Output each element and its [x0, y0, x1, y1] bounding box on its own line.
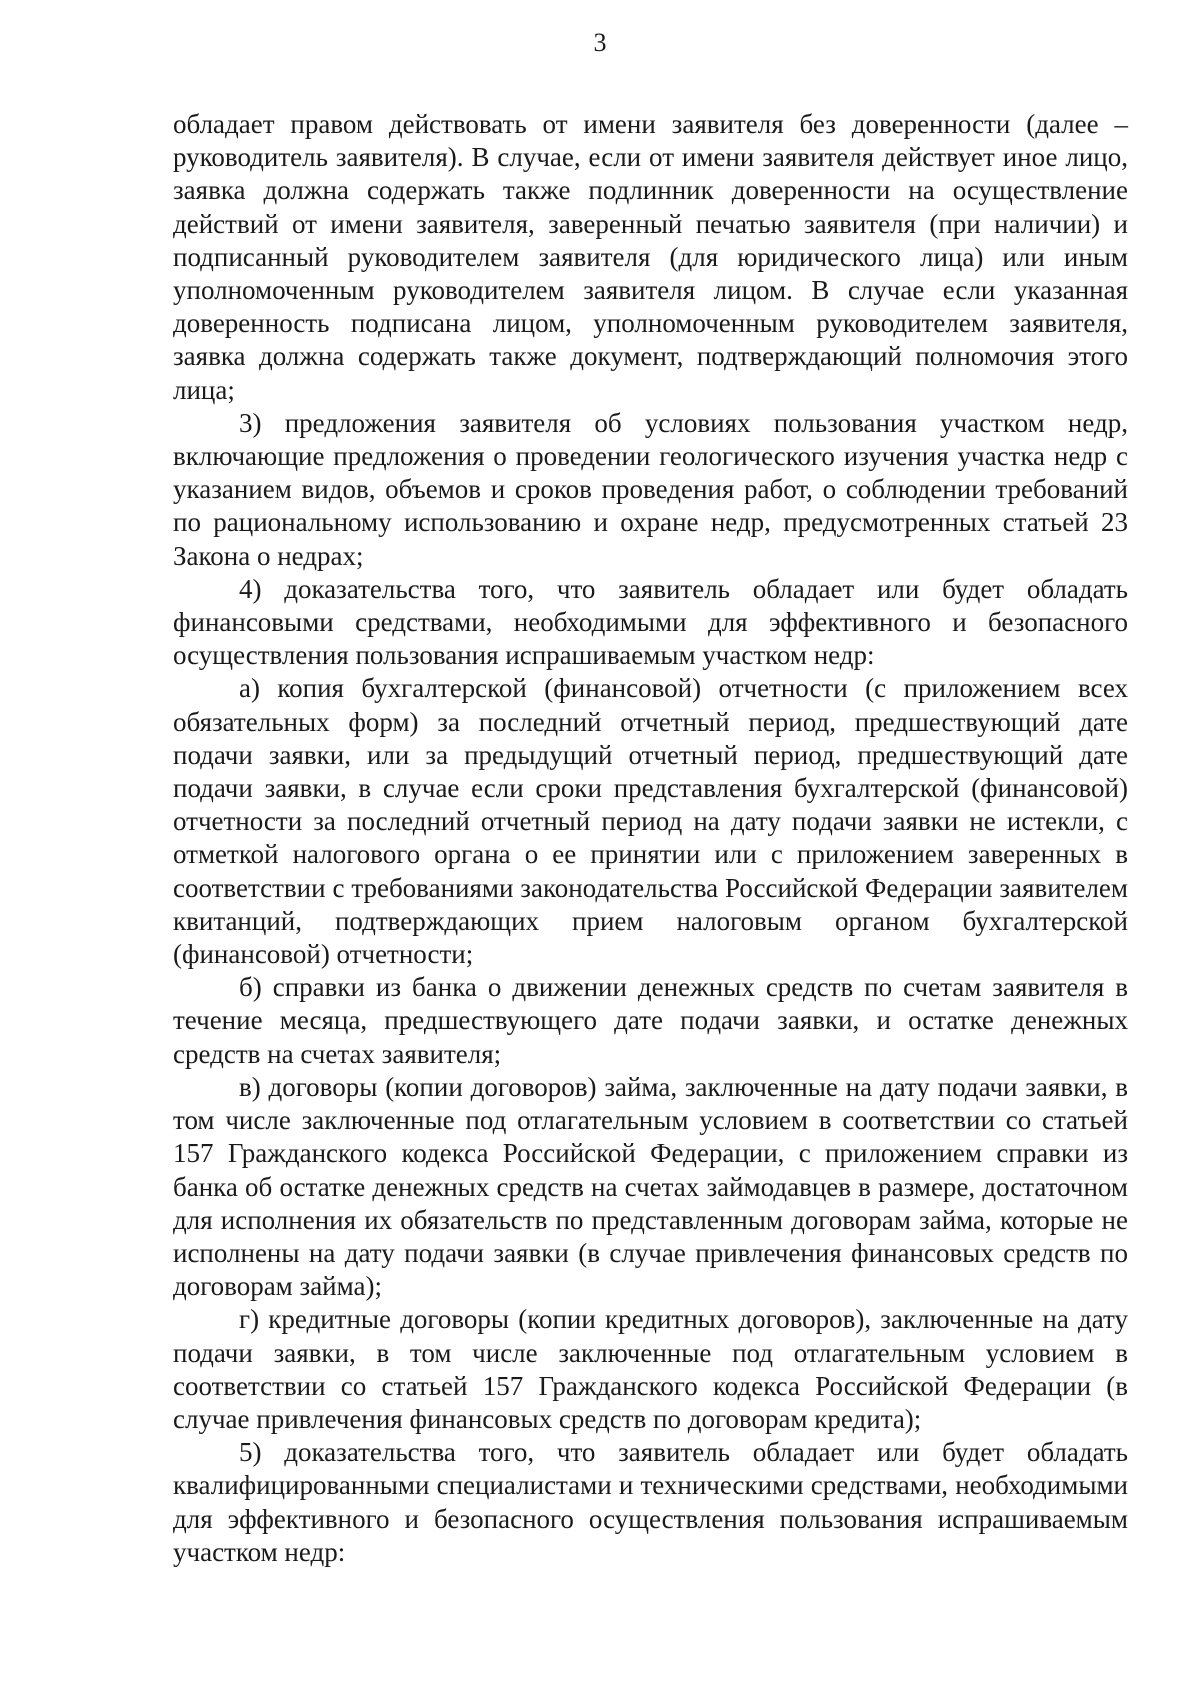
paragraph-item-5: 5) доказательства того, что заявитель обладает или будет обладать квалифицированными специалистами и техническими средствами, необходимыми для эффективного и безопасного осуществления пользования испрашиваемым участком недр:: [173, 1437, 1128, 1567]
paragraph-subitem-b: б) справки из банка о движении денежных средств по счетам заявителя в течение месяца, предшествующего дате подачи заявки, и остатке денежных средств на счетах заявителя;: [173, 972, 1128, 1069]
paragraph-subitem-a: а) копия бухгалтерской (финансовой) отчетности (с приложением всех обязательных форм) за последний отчетный период, предшествующий дате подачи заявки, или за предыдущий отчетный период, предшествующий дате подачи заявки, в случае если сроки представления бухгалтерской (финансовой) отчетности за последний отчетный период на дату подачи заявки не истекли, с отметкой налогового органа о ее принятии или с приложением заверенных в соответствии с требованиями законодательства Российской Федерации заявителем квитанций, подтверждающих прием налоговым органом бухгалтерской (финансовой) отчетности;: [173, 673, 1128, 970]
paragraph-item-4: 4) доказательства того, что заявитель обладает или будет обладать финансовыми средствами, необходимыми для эффективного и безопасного осуществления пользования испрашиваемым участком недр:: [173, 573, 1128, 671]
document-body: [173, 108, 1128, 1569]
paragraph-continuation: обладает правом действовать от имени заявителя без доверенности (далее – руководитель заявителя). В случае, если от имени заявителя действует иное лицо, заявка должна содержать также подлинник доверенности на осуществление действий от имени заявителя, заверенный печатью заявителя (при наличии) и подписанный руководителем заявителя (для юридического лица) или иным уполномоченным руководителем заявителя лицом. В случае если указанная доверенность подписана лицом, уполномоченным руководителем заявителя, заявка должна содержать также документ, подтверждающий полномочия этого лица;: [173, 109, 1128, 405]
paragraph-subitem-v: в) договоры (копии договоров) займа, заключенные на дату подачи заявки, в том числе заключенные под отлагательным условием в соответствии со статьей 157 Гражданского кодекса Российской Федерации, с приложением справки из банка об остатке денежных средств на счетах займодавцев в размере, достаточном для исполнения их обязательств по представленным договорам займа, которые не исполнены на дату подачи заявки (в случае привлечения финансовых средств по договорам займа);: [173, 1071, 1128, 1302]
paragraph-item-3: 3) предложения заявителя об условиях пользования участком недр, включающие предложения о проведении геологического изучения участка недр с указанием видов, объемов и сроков проведения работ, о соблюдении требований по рациональному использованию и охране недр, предусмотренных статьей 23 Закона о недрах;: [173, 407, 1128, 571]
paragraph-subitem-g: г) кредитные договоры (копии кредитных договоров), заключенные на дату подачи заявки, в том числе заключенные под отлагательным условием в соответствии со статьей 157 Гражданского кодекса Российской Федерации (в случае привлечения финансовых средств по договорам кредита);: [173, 1304, 1128, 1434]
page-number: 3: [593, 28, 607, 57]
